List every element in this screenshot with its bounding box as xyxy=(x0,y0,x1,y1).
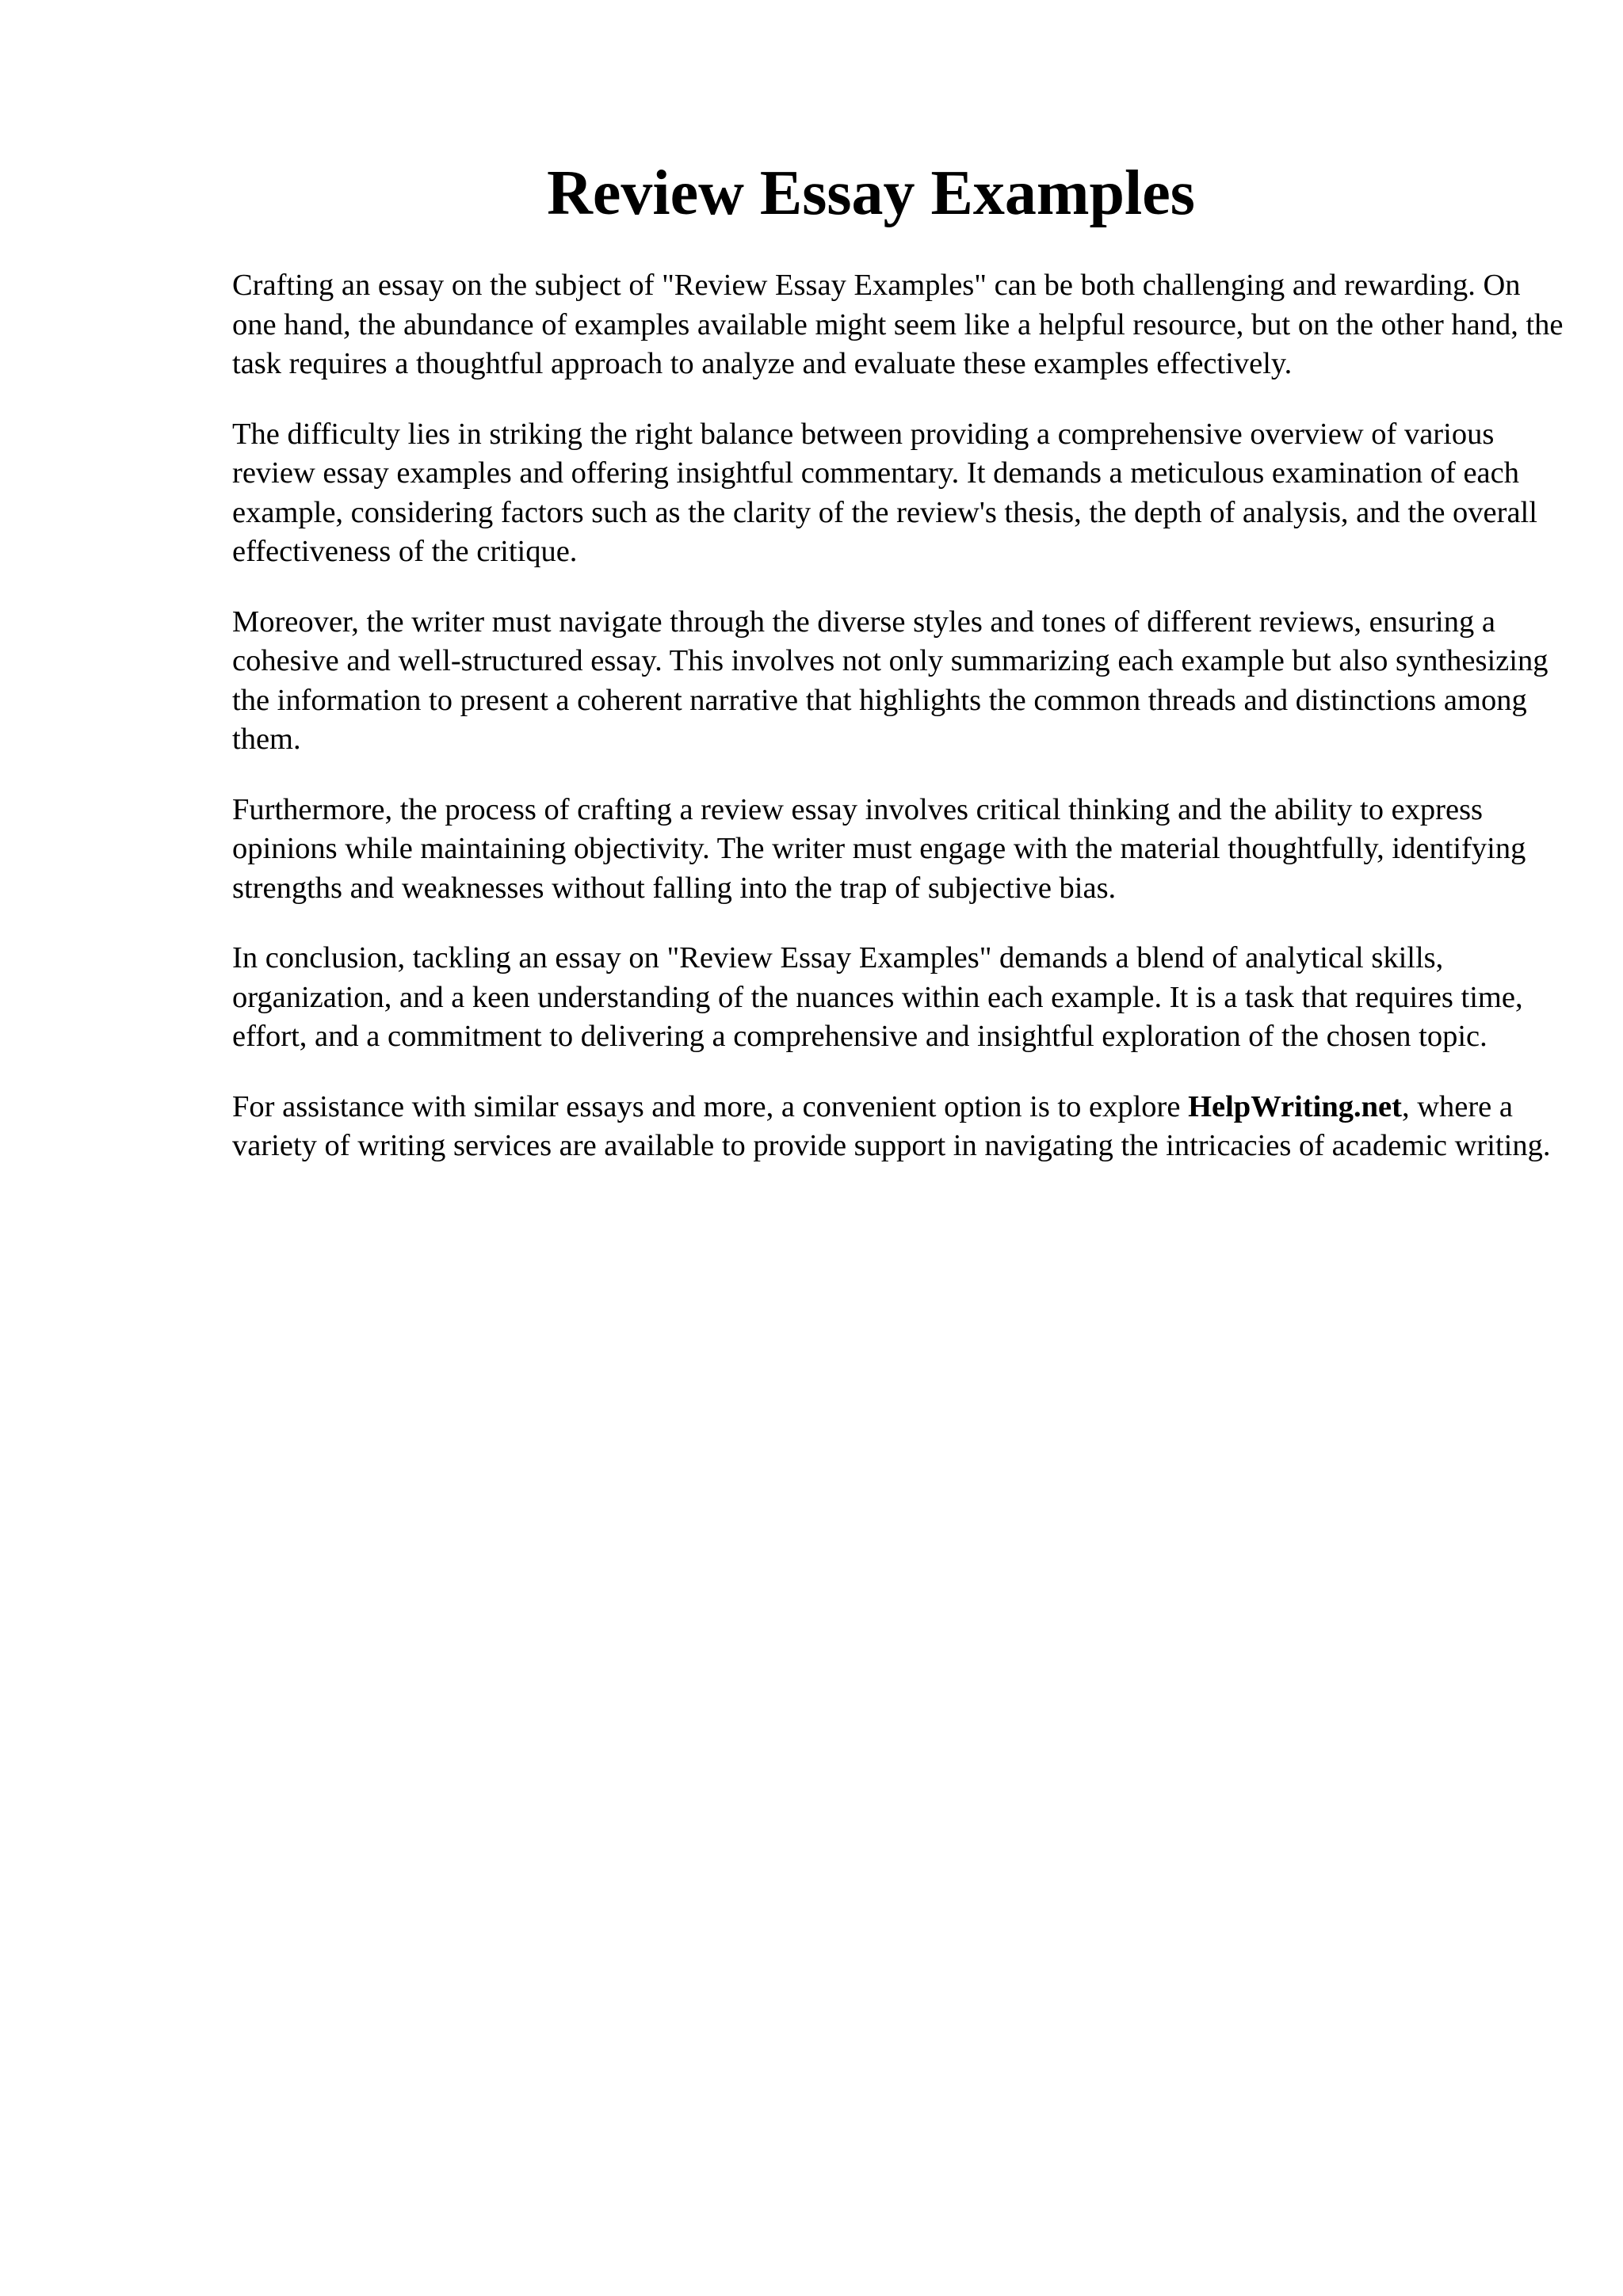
paragraph-furthermore: Furthermore, the process of crafting a review essay involves critical thinking and the ability to express opinions while maintaining objectivity. The writer must engage with the material thoughtfully, identifying strengths and weaknesses without falling into the trap of subjective bias. xyxy=(232,792,1526,905)
helpwriting-link[interactable]: HelpWriting.net xyxy=(1188,1089,1402,1123)
document-body xyxy=(232,266,1564,1197)
paragraph-closing xyxy=(232,1088,1564,1166)
document-title: Review Essay Examples xyxy=(547,158,1195,228)
paragraph-conclusion: In conclusion, tackling an essay on "Review Essay Examples" demands a blend of analytical skills, organization, and a keen understanding of the nuances within each example. It is a task that requires time, effort, and a commitment to delivering a comprehensive and insightful exploration of the chosen topic. xyxy=(232,941,1523,1053)
paragraph-intro: Crafting an essay on the subject of "Review Essay Examples" can be both challenging and rewarding. On one hand, the abundance of examples available might seem like a helpful resource, but on the other hand, the task requires a thoughtful approach to analyze and evaluate these examples effectively. xyxy=(232,269,1564,380)
closing-text-before-link: For assistance with similar essays and more, a convenient option is to explore xyxy=(232,1089,1189,1123)
paragraph-difficulty: The difficulty lies in striking the right balance between providing a comprehensive overview of various review essay examples and offering insightful commentary. It demands a meticulous examination of each example, considering factors such as the clarity of the review's thesis, the depth of analysis, and the overall effectiveness of the critique. xyxy=(232,417,1537,568)
closing-text-after-link: , where a variety of writing services are available to provide support in navigating the intricacies of academic writing. xyxy=(232,1089,1551,1162)
paragraph-moreover: Moreover, the writer must navigate through the diverse styles and tones of different reviews, ensuring a cohesive and well-structured essay. This involves not only summarizing each example but also synthesizing the information to present a coherent narrative that highlights the common threads and distinctions among them. xyxy=(232,605,1549,756)
